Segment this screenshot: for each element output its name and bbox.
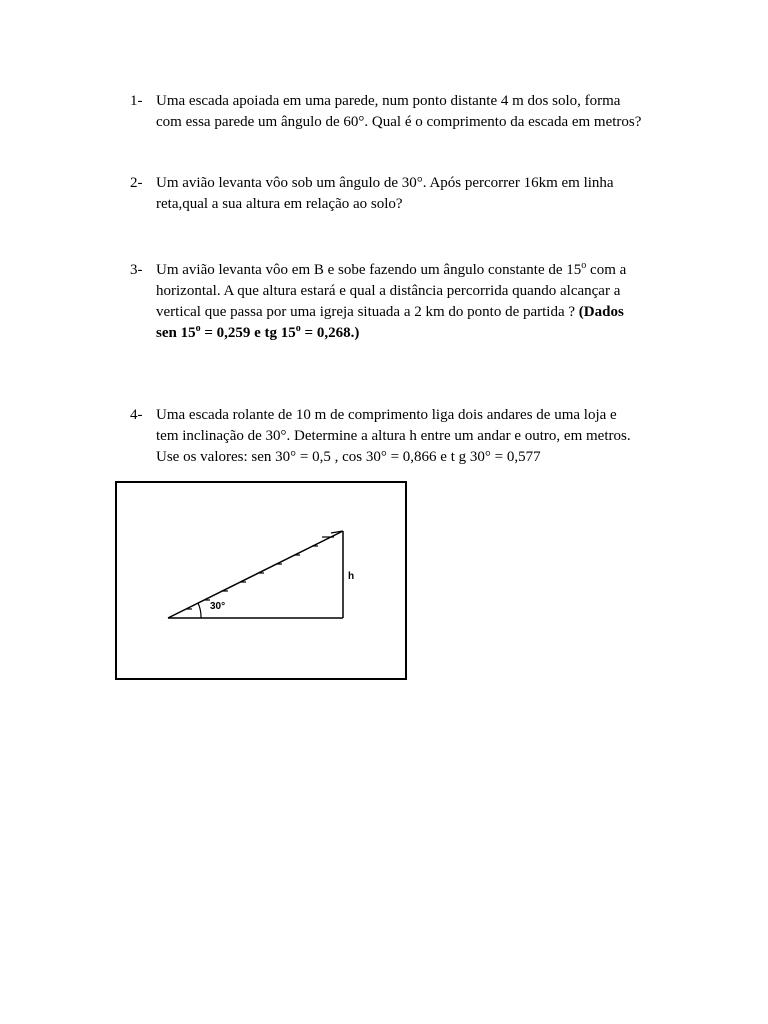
angle-arc xyxy=(198,603,201,618)
question-4 xyxy=(130,405,730,468)
question-3 xyxy=(130,260,730,344)
height-label: h xyxy=(348,571,355,582)
question-text-line: reta,qual a sua altura em relação ao solo? xyxy=(156,196,403,212)
question-1 xyxy=(130,91,730,133)
question-text-line: horizontal. A que altura estará e qual a distância percorrida quando alcançar a xyxy=(156,283,621,299)
escalator-line xyxy=(168,531,343,618)
question-number: 1- xyxy=(130,93,143,109)
question-text-line: Uma escada apoiada em uma parede, num ponto distante 4 m dos solo, forma xyxy=(156,93,621,109)
question-text-line: vertical que passa por uma igreja situada a 2 km do ponto de partida ? (Dados xyxy=(156,304,624,320)
escalator-figure xyxy=(115,481,407,680)
question-text-line: Use os valores: sen 30° = 0,5 , cos 30° = 0,866 e t g 30° = 0,577 xyxy=(156,449,541,465)
angle-label: 30° xyxy=(210,601,226,612)
question-number: 2- xyxy=(130,175,143,191)
question-number: 3- xyxy=(130,262,143,278)
triangle-diagram xyxy=(117,483,405,678)
question-text-line: tem inclinação de 30°. Determine a altura h entre um andar e outro, em metros. xyxy=(156,428,631,444)
question-text-line: Um avião levanta vôo em B e sobe fazendo um ângulo constante de 15$^o$ com a xyxy=(156,260,627,278)
question-data-line: sen $15^o = 0,259$ e tg $15^o = 0,268$.) xyxy=(156,323,360,341)
question-number: 4- xyxy=(130,407,143,423)
question-text-line: Uma escada rolante de 10 m de comprimento liga dois andares de uma loja e xyxy=(156,407,617,423)
question-text-line: com essa parede um ângulo de 60°. Qual é o comprimento da escada em metros? xyxy=(156,114,642,130)
question-text-line: Um avião levanta vôo sob um ângulo de 30°. Após percorrer 16km em linha xyxy=(156,175,614,191)
question-2 xyxy=(130,173,730,215)
